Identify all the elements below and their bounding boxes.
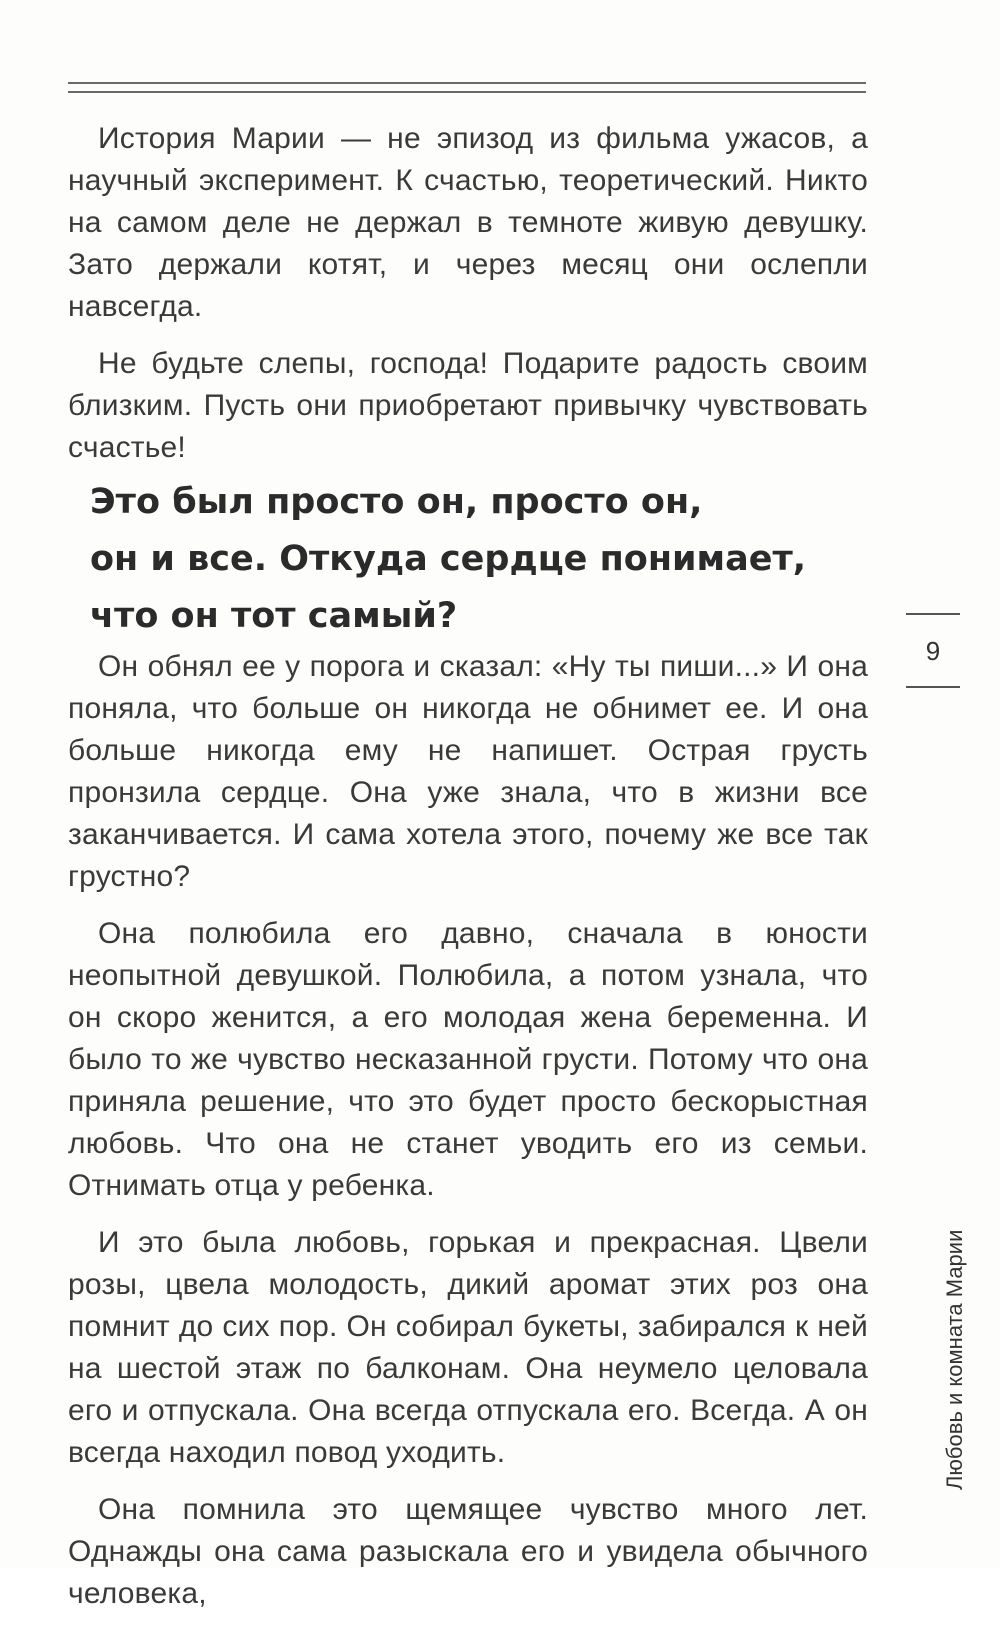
heading-line: он и все. Откуда сердце понимает, bbox=[90, 539, 807, 579]
paragraph: И это была любовь, горькая и прекрасная. Цвели розы, цвела молодость, дикий аромат этих роз она помнит до сих пор. Он собирал букеты, забирался к ней на шестой этаж по балконам. Она неумело целовала его и отпускала. Она всегда отпускала его. Всегда. А он всегда находил повод уходить. bbox=[68, 1226, 868, 1469]
intro-text bbox=[68, 118, 868, 484]
header-rule-bottom bbox=[68, 91, 866, 93]
section-text bbox=[68, 646, 868, 1630]
paragraph: Она полюбила его давно, сначала в юности неопытной девушкой. Полюбила, а потом узнала, что он скоро женится, а его молодая жена беременна. И было то же чувство несказанной грусти. Потому что она приняла решение, что это будет просто бескорыстная любовь. Что она не станет уводить его из семьи. Отнимать отца у ребенка. bbox=[68, 917, 868, 1202]
header-rule-top bbox=[68, 82, 866, 84]
heading-line: что он тот самый? bbox=[90, 596, 458, 636]
paragraph: Он обнял ее у порога и сказал: «Ну ты пиши...» И она поняла, что больше он никогда не обнимет ее. И она больше никогда ему не напишет. Острая грусть пронзила сердце. Она уже знала, что в жизни все заканчивается. И сама хотела этого, почему же все так грустно? bbox=[68, 650, 868, 893]
paragraph: Не будьте слепы, господа! Подарите радость своим близким. Пусть они приобретают привычку чувствовать счастье! bbox=[68, 347, 868, 464]
section-heading bbox=[90, 474, 807, 645]
page-number-rule-top bbox=[906, 613, 960, 615]
paragraph: История Марии — не эпизод из фильма ужасов, а научный эксперимент. К счастью, теоретический. Никто на самом деле не держал в темноте живую девушку. Зато держали котят, и через месяц они ослепли навсегда. bbox=[68, 122, 868, 323]
paragraph: Она помнила это щемящее чувство много лет. Однажды она сама разыскала его и увидела обычного человека, bbox=[68, 1493, 868, 1610]
page-number-rule-bottom bbox=[906, 686, 960, 688]
page-number: 9 bbox=[925, 636, 941, 666]
running-title: Любовь и комната Марии bbox=[942, 1229, 967, 1490]
heading-line: Это был просто он, просто он, bbox=[90, 482, 703, 522]
